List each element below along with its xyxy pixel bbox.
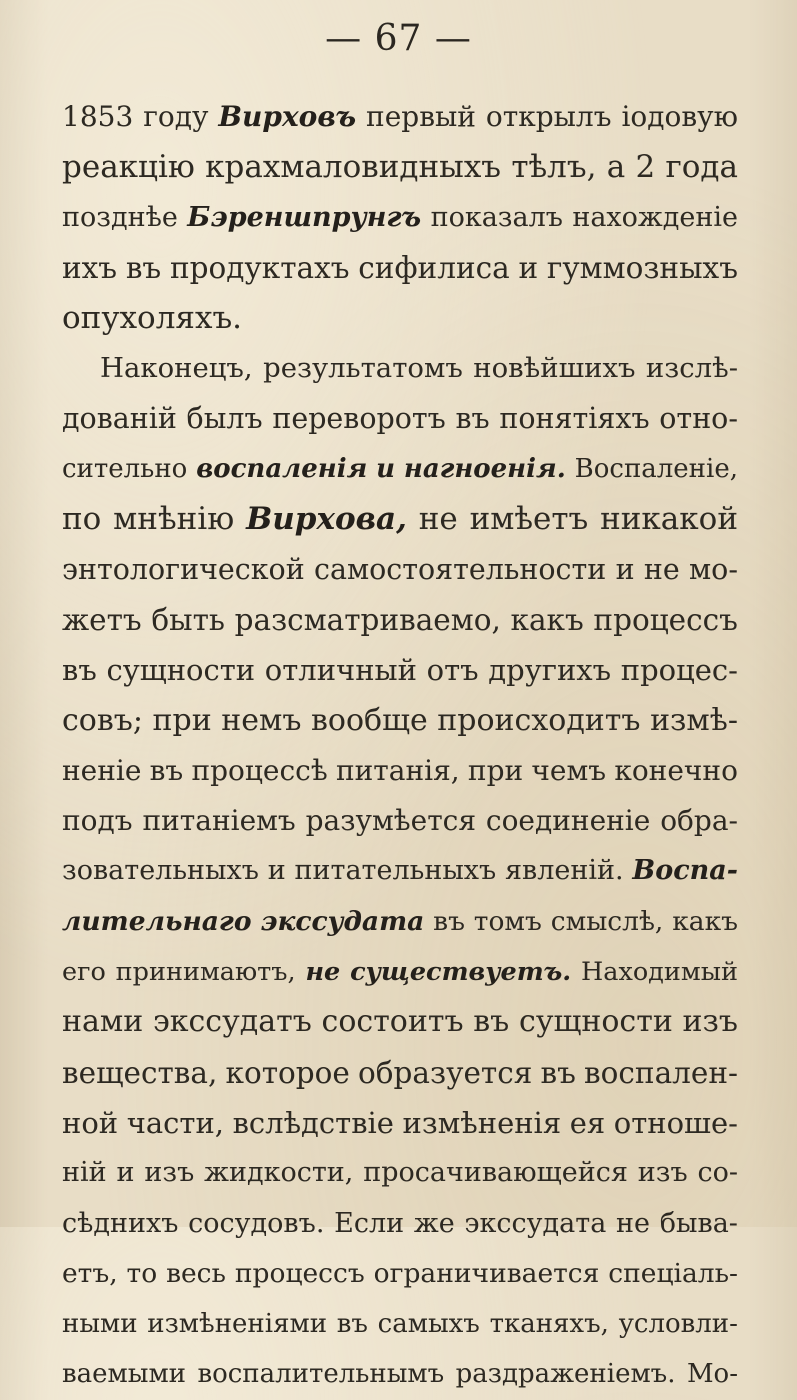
- word: ваемыми: [62, 1359, 186, 1390]
- text-line: [62, 394, 738, 444]
- word: отличный: [264, 653, 417, 688]
- word: разумѣется: [305, 804, 477, 838]
- word: быва-: [659, 1207, 738, 1239]
- emphasized-word: лительнаго: [62, 905, 252, 937]
- word: питательныхъ: [294, 855, 497, 887]
- word: понятiяхъ: [499, 401, 650, 435]
- word: сосудовъ.: [188, 1207, 325, 1239]
- word: 1853: [62, 100, 134, 133]
- word: года: [665, 149, 738, 186]
- word: открылъ: [485, 100, 612, 133]
- word: просачивающейся: [363, 1157, 628, 1189]
- word: Находимый: [581, 957, 738, 988]
- word: результатомъ: [263, 352, 463, 385]
- emphasized-word: и: [376, 454, 396, 485]
- word: и: [116, 1157, 135, 1189]
- word: экссудата: [464, 1207, 607, 1239]
- word: быть: [151, 602, 225, 637]
- word: сифилиса: [358, 250, 510, 285]
- text-line: [62, 193, 738, 243]
- word: Мо-: [686, 1359, 738, 1390]
- word: сущности: [106, 653, 256, 688]
- word: обра-: [660, 804, 738, 838]
- word: продуктахъ: [169, 250, 350, 285]
- word: въ: [149, 753, 184, 787]
- word: году: [143, 100, 209, 133]
- word: тканяхъ,: [489, 1309, 609, 1340]
- word: изъ: [637, 1157, 688, 1189]
- text-line: [62, 1098, 738, 1148]
- word: со-: [697, 1157, 738, 1189]
- word: ея: [569, 1105, 606, 1140]
- word: никакой: [600, 501, 738, 538]
- word: отноше-: [613, 1105, 738, 1140]
- word: переворотъ: [272, 401, 446, 435]
- word: части,: [126, 1105, 224, 1140]
- word: его: [62, 957, 106, 988]
- word: происходитъ: [437, 702, 641, 738]
- word: какъ: [672, 905, 738, 937]
- word: же: [413, 1207, 455, 1239]
- text-line: [62, 846, 738, 896]
- word: а: [606, 149, 626, 186]
- word: былъ: [186, 401, 263, 435]
- word: самыхъ: [377, 1309, 480, 1340]
- word: ихъ: [62, 250, 118, 285]
- word: самостоятельности: [314, 552, 607, 586]
- word: имѣетъ: [469, 501, 589, 538]
- word: въ: [125, 250, 162, 285]
- word: условли-: [618, 1309, 738, 1340]
- word: Воспаленiе,: [574, 454, 738, 485]
- word: въ: [540, 1055, 576, 1090]
- word: воспалительнымъ: [197, 1359, 445, 1390]
- word: Если: [334, 1207, 405, 1239]
- word: смыслѣ,: [550, 905, 664, 937]
- word: показалъ: [430, 201, 563, 233]
- word: мнѣнiю: [113, 501, 235, 538]
- word: крахмаловидныхъ: [205, 149, 502, 186]
- word: питанiемъ: [142, 804, 296, 838]
- emphasized-word: существуетъ.: [350, 957, 572, 988]
- word: отно-: [659, 401, 738, 435]
- text-line: [62, 343, 738, 393]
- word: томъ: [473, 905, 542, 937]
- word: реакцiю: [62, 149, 195, 186]
- text-line: [62, 545, 738, 595]
- word: и: [615, 552, 635, 586]
- word: соединенiе: [485, 804, 651, 838]
- word: въ: [336, 1309, 368, 1340]
- word: процессъ: [234, 1257, 365, 1289]
- word: сущности: [519, 1004, 673, 1040]
- page-number: — 67 —: [325, 18, 472, 59]
- word: жетъ: [62, 602, 142, 637]
- word: гуммозныхъ: [546, 250, 738, 285]
- word: позднѣе: [62, 201, 178, 233]
- word: первый: [366, 100, 476, 133]
- word: изъ: [144, 1157, 195, 1189]
- word: дованiй: [62, 401, 177, 435]
- text-line: [62, 1199, 738, 1249]
- word: и: [267, 855, 286, 887]
- word: при: [467, 753, 524, 787]
- word: опухоляхъ.: [62, 300, 243, 337]
- word: Наконецъ,: [100, 352, 253, 385]
- word: процес-: [620, 653, 738, 688]
- text-line: [62, 746, 738, 796]
- word: не: [616, 1207, 651, 1239]
- word: при: [152, 702, 212, 738]
- word: то: [126, 1257, 158, 1289]
- word: мо-: [689, 552, 738, 586]
- word: измѣненiями: [147, 1309, 328, 1340]
- word: и: [518, 250, 539, 285]
- word: подъ: [62, 804, 133, 838]
- text-line: [62, 1299, 738, 1349]
- word: нахожденiе: [572, 201, 738, 233]
- word: сительно: [62, 454, 188, 485]
- word: тѣлъ,: [511, 149, 597, 186]
- word: воспален-: [584, 1055, 738, 1090]
- word: разсматриваемо,: [234, 602, 501, 637]
- emphasized-word: Воспа-: [632, 855, 738, 887]
- word: iодовую: [621, 100, 738, 133]
- word: изъ: [682, 1004, 738, 1040]
- text-line: [62, 696, 738, 746]
- text-line: [62, 796, 738, 846]
- word: въ: [62, 653, 97, 688]
- text-line: [62, 595, 738, 645]
- emphasized-word: Вирховъ: [218, 100, 357, 133]
- word: ограничивается: [373, 1257, 600, 1289]
- word: какъ: [510, 602, 584, 637]
- emphasized-word: воспаленiя: [196, 454, 368, 485]
- emphasized-word: не: [305, 957, 341, 988]
- word: зовательныхъ: [62, 855, 259, 887]
- word: вещества,: [62, 1055, 218, 1090]
- word: экссудатъ: [152, 1004, 312, 1040]
- word: 2: [635, 149, 656, 186]
- text-line: [62, 293, 738, 343]
- word: процессъ: [593, 602, 738, 637]
- word: питанiя,: [335, 753, 460, 787]
- text-line: [62, 92, 738, 142]
- word: въ: [433, 905, 465, 937]
- emphasized-word: нагноенiя.: [403, 454, 566, 485]
- word: не: [418, 501, 458, 538]
- word: другихъ: [488, 653, 612, 688]
- word: сѣднихъ: [62, 1207, 179, 1239]
- emphasized-word: Вирхова,: [246, 501, 407, 538]
- word: образуется: [358, 1055, 533, 1090]
- word: которое: [225, 1055, 350, 1090]
- word: ной: [62, 1105, 119, 1140]
- text-line: [62, 1148, 738, 1198]
- word: въ: [473, 1004, 510, 1040]
- word: изслѣ-: [645, 352, 738, 385]
- word: конечно: [614, 753, 738, 787]
- text-line: [62, 1048, 738, 1098]
- emphasized-word: экссудата: [260, 905, 425, 937]
- word: ными: [62, 1309, 138, 1340]
- text-line: [62, 142, 738, 192]
- word: не: [643, 552, 680, 586]
- text-line: [62, 645, 738, 695]
- word: совъ;: [62, 702, 143, 738]
- text-line: [62, 997, 738, 1047]
- word: жидкости,: [204, 1157, 354, 1189]
- word: новѣйшихъ: [473, 352, 636, 385]
- body-text: [62, 92, 738, 1400]
- word: ненiе: [62, 753, 142, 787]
- text-line: [62, 947, 738, 997]
- word: вообще: [311, 702, 428, 738]
- word: чемъ: [531, 753, 607, 787]
- word: раздраженiемъ.: [455, 1359, 676, 1390]
- word: состоитъ: [321, 1004, 464, 1040]
- word: етъ,: [62, 1257, 118, 1289]
- word: весь: [166, 1257, 226, 1289]
- text-line: [62, 494, 738, 544]
- word: энтологической: [62, 552, 305, 586]
- text-line: [62, 444, 738, 494]
- word: вслѣдствiе: [232, 1105, 394, 1140]
- word: процессѣ: [191, 753, 328, 787]
- text-line: [62, 897, 738, 947]
- word: немъ: [221, 702, 302, 738]
- word: нiй: [62, 1157, 107, 1189]
- word: въ: [455, 401, 490, 435]
- text-line: [62, 1349, 738, 1399]
- text-line: [62, 1249, 738, 1299]
- word: принимаютъ,: [115, 957, 296, 988]
- word: отъ: [426, 653, 479, 688]
- word: измѣненiя: [402, 1105, 562, 1140]
- emphasized-word: Бэреншпрунгъ: [187, 201, 422, 233]
- word: измѣ-: [650, 702, 738, 738]
- word: явленiй.: [505, 855, 624, 887]
- word: нами: [62, 1004, 144, 1040]
- word: спецiаль-: [608, 1257, 738, 1289]
- word: по: [62, 501, 102, 538]
- text-line: [62, 243, 738, 293]
